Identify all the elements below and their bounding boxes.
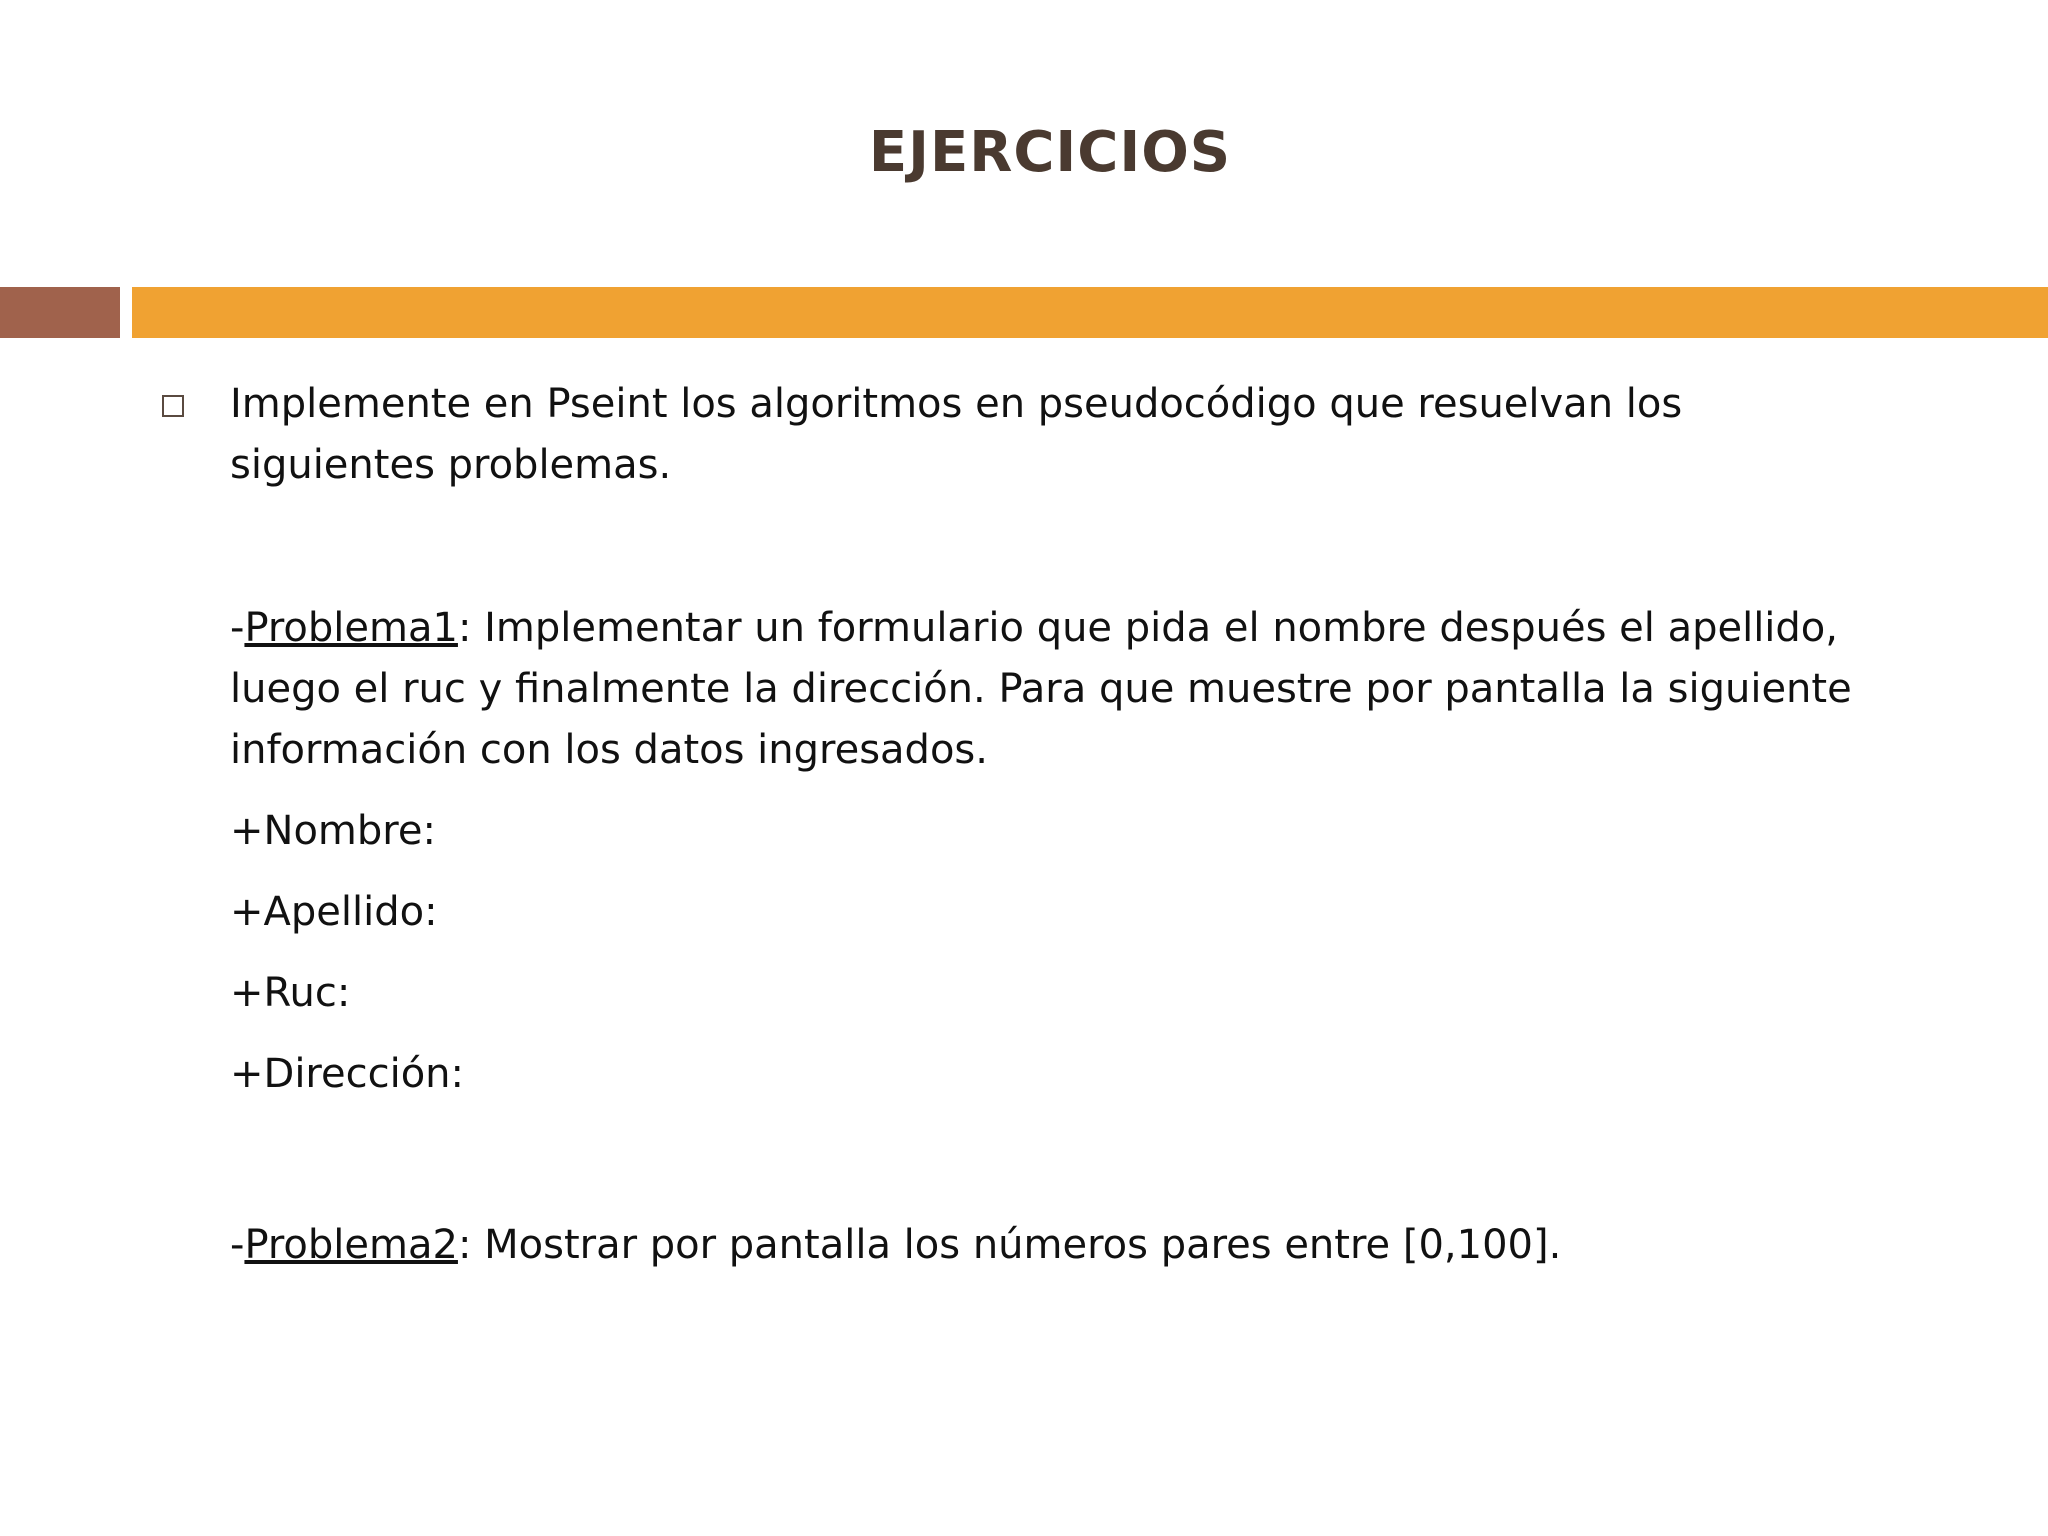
problem2-label: Problema2 [244,1222,458,1268]
field-ruc: +Ruc: [230,970,351,1016]
slide-title: EJERCICIOS [868,120,1232,185]
problem2-text: : Mostrar por pantalla los números pares entre [0,100]. [457,1222,1562,1268]
field-nombre: +Nombre: [230,808,436,854]
problem1-paragraph [230,598,1890,781]
problem2-paragraph [230,1215,1890,1276]
accent-bar-left [0,287,120,338]
field-apellido: +Apellido: [230,889,438,935]
problem2-prefix: - [230,1222,245,1268]
problem1-label: Problema1 [244,605,458,651]
problem1-prefix: - [230,605,245,651]
problem1-text: : Implementar un formulario que pida el nombre después el apellido, luego el ruc y finalmente la dirección. Para que muestre por pantalla la siguiente información con los datos ingresados. [230,605,1852,773]
slide-body [230,374,1890,1276]
square-bullet-icon [162,395,184,417]
intro-text: Implemente en Pseint los algoritmos en pseudocódigo que resuelvan los siguientes problemas. [230,381,1683,488]
field-direccion: +Dirección: [230,1051,465,1097]
accent-bar-right [132,287,2048,338]
